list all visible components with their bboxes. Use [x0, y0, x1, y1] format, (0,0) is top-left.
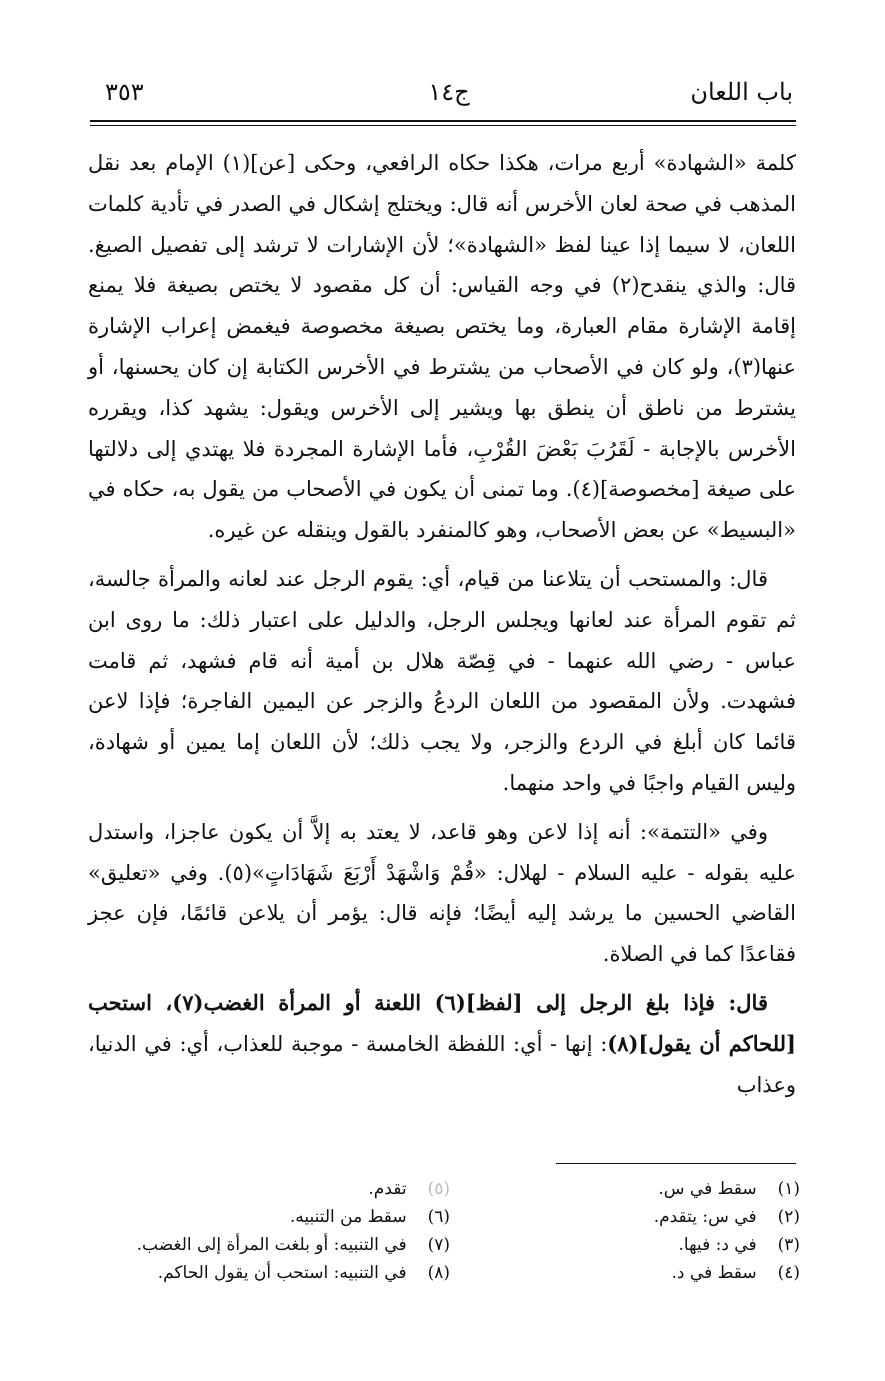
footnote-text: في د: فيها. — [678, 1235, 757, 1255]
header-rule-thick — [90, 120, 796, 122]
footnote-separator — [556, 1163, 796, 1164]
footnote-number: (٤) — [777, 1263, 800, 1283]
footnote — [470, 1259, 800, 1287]
footnote-text: في س: يتقدم. — [653, 1207, 757, 1227]
footnote-text: سقط في د. — [671, 1263, 757, 1283]
footnote-text: سقط من التنبيه. — [289, 1207, 407, 1227]
footnote-number: (٦) — [427, 1207, 450, 1227]
footnote — [470, 1175, 800, 1203]
paragraph-4-text: : إنها - أي: اللفظة الخامسة - موجبة للعذاب، أي: في الدنيا، وعذاب — [88, 1031, 796, 1097]
chapter-title: باب اللعان — [690, 78, 793, 106]
page-number: ٣٥٣ — [105, 78, 144, 106]
footnote-text: في التنبيه: أو بلغت المرأة إلى الغضب. — [136, 1235, 407, 1255]
footnote-number: (٣) — [777, 1235, 800, 1255]
main-text — [88, 143, 796, 1113]
footnote — [120, 1203, 450, 1231]
footnote-text: سقط في س. — [658, 1179, 757, 1199]
running-header — [105, 78, 793, 122]
footnotes-column-left — [120, 1175, 450, 1287]
volume-label: ج١٤ — [428, 78, 470, 106]
footnote-text: تقدم. — [368, 1179, 407, 1199]
paragraph-2: قال: والمستحب أن يتلاعنا من قيام، أي: يقوم الرجل عند لعانه والمرأة جالسة، ثم تقوم المرأة عند لعانها ويجلس الرجل، والدليل على اعتبار ذلك: ما روى ابن عباس - رضي الله عنهما - في قِصّة هلال بن أمية أنه قام فشهد، ثم قامت فشهدت. ولأن المقصود من اللعان الردعُ والزجر عن اليمين الفاجرة؛ فإذا لاعن قائما كان أبلغ في الردع والزجر، ولا يجب ذلك؛ لأن اللعان إما يمين أو شهادة، وليس القيام واجبًا في واحد منهما. — [88, 566, 796, 795]
footnote-number: (٢) — [777, 1207, 800, 1227]
footnote-number: (٥) — [427, 1179, 450, 1199]
footnote — [120, 1175, 450, 1203]
footnote — [470, 1231, 800, 1259]
bold-text-lead: قال: فإذا بلغ الرجل إلى [لفظ](٦) اللعنة أو المرأة الغضب(٧)، استحب [للحاكم أن يقول](٨) — [88, 989, 796, 1056]
footnotes-column-right — [470, 1175, 800, 1287]
footnote-number: (١) — [777, 1179, 800, 1199]
footnote — [470, 1203, 800, 1231]
footnote-text: في التنبيه: استحب أن يقول الحاكم. — [157, 1263, 407, 1283]
footnote-number: (٨) — [427, 1263, 450, 1283]
header-rule-thin — [90, 125, 796, 126]
footnote-number: (٧) — [427, 1235, 450, 1255]
footnote — [120, 1231, 450, 1259]
paragraph-1: كلمة «الشهادة» أربع مرات، هكذا حكاه الرافعي، وحكى [عن](١) الإمام بعد نقل المذهب في صحة لعان الأخرس أنه قال: ويختلج إشكال في الصدر في تأدية كلمات اللعان، لا سيما إذا عينا لفظ «الشهادة»؛ لأن الإشارات لا ترشد إلى تفصيل الصيغ. قال: والذي ينقدح(٢) في وجه القياس: أن كل مقصود لا يختص بصيغة فلا يمنع إقامة الإشارة مقام العبارة، وما يختص بصيغة مخصوصة فيغمض إعراب الإشارة عنها(٣)، ولو كان في الأصحاب من يشترط في الأخرس الكتابة إن كان يحسنها، أو يشترط من ناطق أن ينطق بها ويشير إلى الأخرس ويقول: يشهد كذا، ويقرره الأخرس بالإجابة - لَقَرُبَ بَعْضَ القُرْبِ، فأما الإشارة المجردة فلا يهتدي إلى دلالتها على صيغة [مخصوصة](٤). وما تمنى أن يكون في الأصحاب من يقول به، حكاه في «البسيط» عن بعض الأصحاب، وهو كالمنفرد بالقول وينقله عن غيره. — [88, 151, 797, 543]
footnote — [120, 1259, 450, 1287]
paragraph-4 — [88, 983, 796, 1105]
paragraph-3: وفي «التتمة»: أنه إذا لاعن وهو قاعد، لا يعتد به إلاَّ أن يكون عاجزا، واستدل عليه بقوله - عليه السلام - لهلال: «قُمْ وَاشْهَدْ أَرْبَعَ شَهَادَاتٍ»(٥). وفي «تعليق» القاضي الحسين ما يرشد إليه أيضًا؛ فإنه قال: يؤمر أن يلاعن قائمًا، فإن عجز فقاعدًا كما في الصلاة. — [88, 819, 796, 967]
